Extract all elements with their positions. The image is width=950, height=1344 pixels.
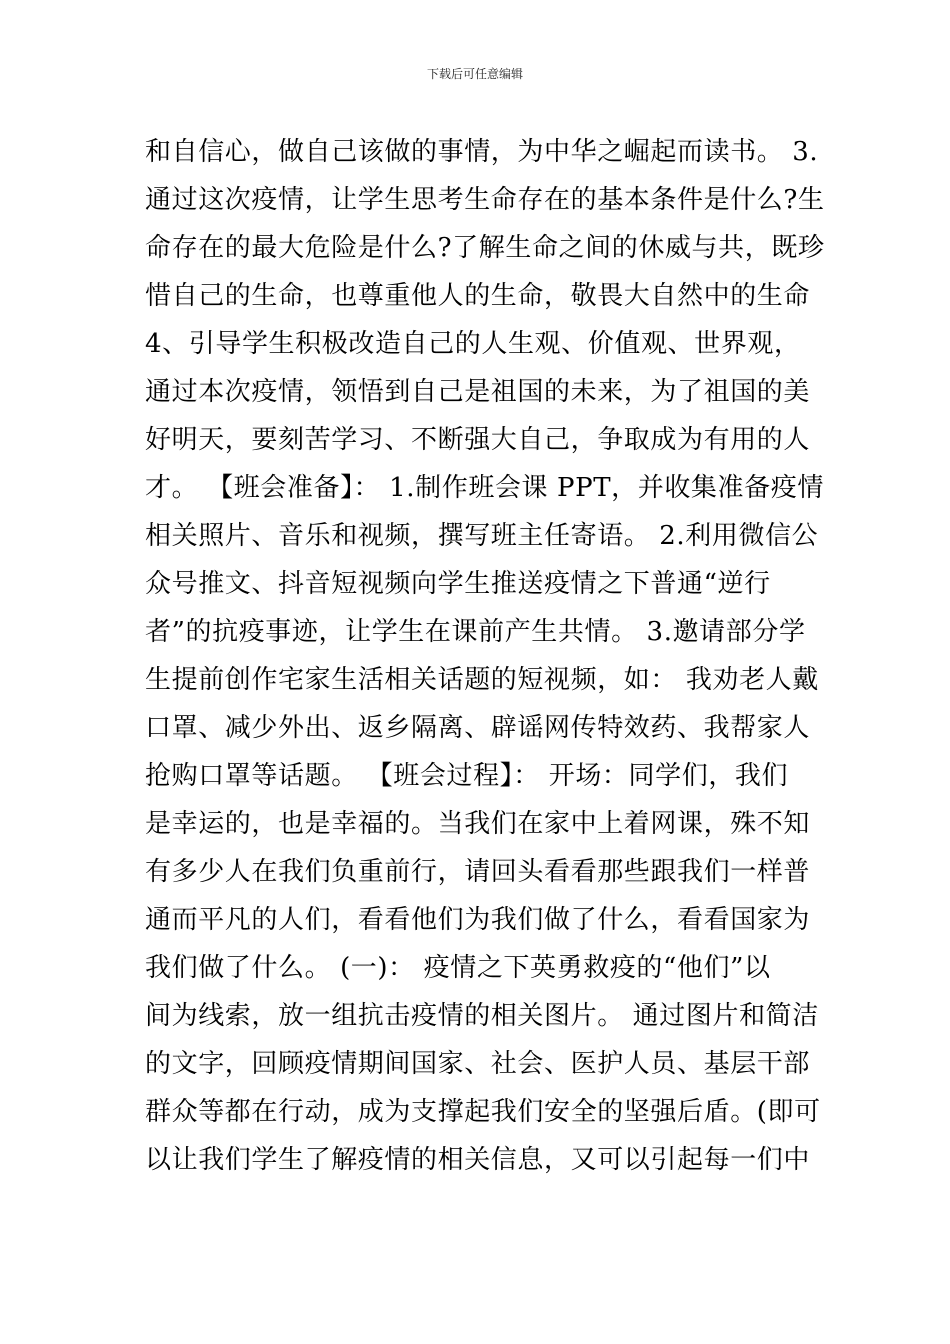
text-line: 生提前创作宅家生活相关话题的短视频，如： 我劝老人戴 [145,665,819,695]
text-line: 命存在的最大危险是什么?了解生命之间的休威与共，既珍 [145,233,825,263]
text-line: 的文字，回顾疫情期间国家、社会、医护人员、基层干部 [145,1049,811,1079]
text-line: 有多少人在我们负重前行，请回头看看那些跟我们一样普 [145,857,811,887]
text-line: 和自信心，做自己该做的事情，为中华之崛起而读书。 3. [145,137,819,167]
text-line: 口罩、减少外出、返乡隔离、辟谣网传特效药、我帮家人 [145,713,811,743]
text-line: 好明天，要刻苦学习、不断强大自己，争取成为有用的人 [145,425,811,455]
text-line: 众号推文、抖音短视频向学生推送疫情之下普通“逆行 [145,569,771,599]
text-line: 相关照片、音乐和视频，撰写班主任寄语。 2.利用微信公 [145,521,819,551]
text-line: 以让我们学生了解疫情的相关信息，又可以引起每一们中 [145,1145,811,1175]
text-line: 是幸运的，也是幸福的。当我们在家中上着网课，殊不知 [145,809,811,839]
text-line: 才。 【班会准备】： 1.制作班会课 PPT，并收集准备疫情 [145,473,824,503]
text-line: 者”的抗疫事迹，让学生在课前产生共情。 3.邀请部分学 [145,617,806,647]
text-line: 4、引导学生积极改造自己的人生观、价值观、世界观， [145,329,801,359]
text-line: 通过本次疫情，领悟到自己是祖国的未来，为了祖国的美 [145,377,811,407]
text-line: 间为线索，放一组抗击疫情的相关图片。 通过图片和简洁 [145,1001,819,1031]
text-line: 群众等都在行动，成为支撑起我们安全的坚强后盾。(即可 [145,1097,821,1127]
text-line: 我们做了什么。 (一)： 疫情之下英勇救疫的“他们”以 [145,953,771,983]
text-line: 通而平凡的人们，看看他们为我们做了什么，看看国家为 [145,905,811,935]
text-line: 通过这次疫情，让学生思考生命存在的基本条件是什么?生 [145,185,825,215]
text-line: 抢购口罩等话题。 【班会过程】： 开场：同学们，我们 [145,761,789,791]
page-header: 下载后可任意编辑 [426,67,523,81]
text-line: 惜自己的生命，也尊重他人的生命，敬畏大自然中的生命 [145,281,811,311]
